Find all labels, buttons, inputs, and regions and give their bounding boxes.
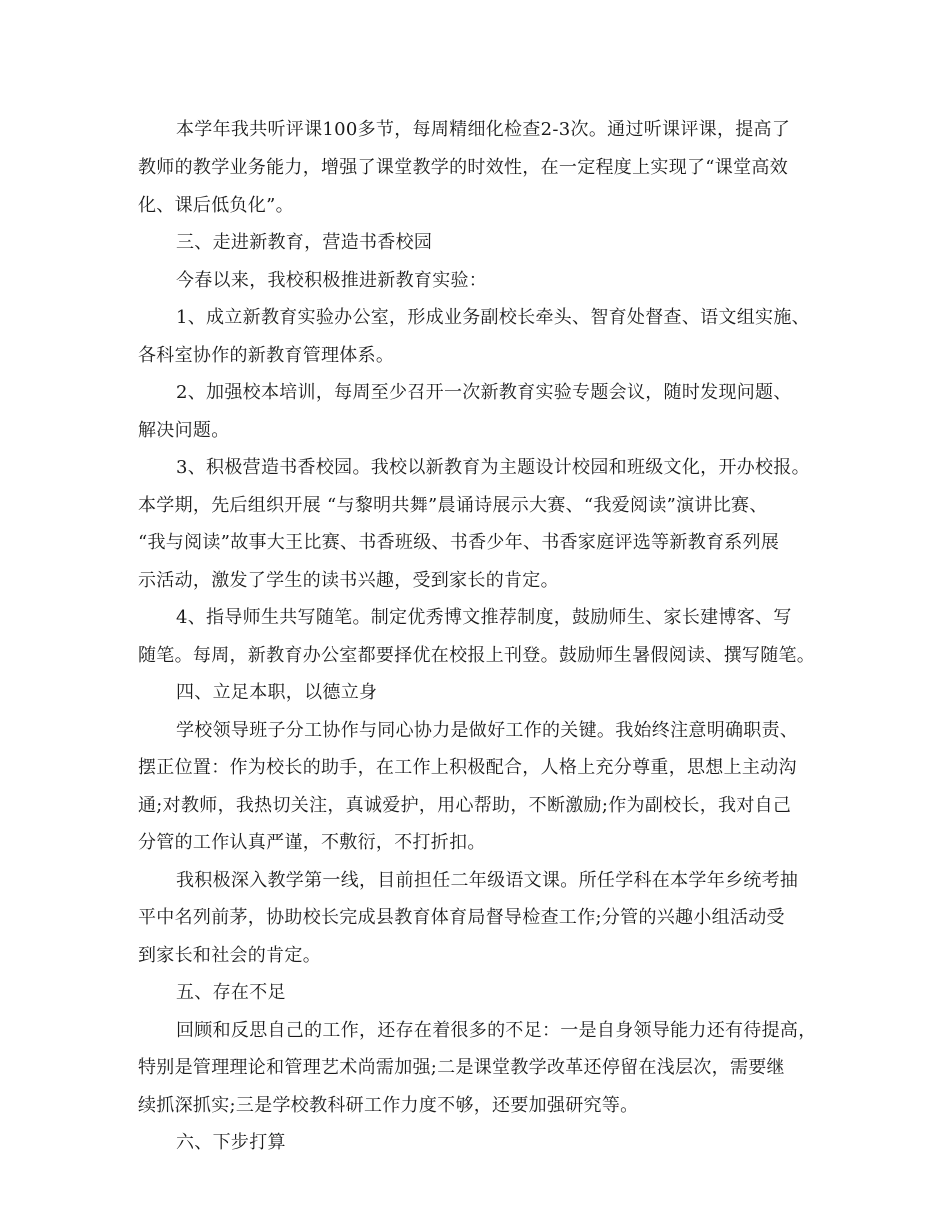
text-line: 特别是管理理论和管理艺术尚需加强;二是课堂教学改革还停留在浅层次，需要继 (138, 1057, 785, 1078)
text-line: 本学期，先后组织开展 “与黎明共舞”晨诵诗展示大赛、“我爱阅读”演讲比赛、 (138, 495, 768, 516)
section-heading: 四、立足本职，以德立身 (176, 682, 378, 703)
text-line: 续抓深抓实;三是学校教科研工作力度不够，还要加强研究等。 (138, 1095, 639, 1116)
text-line: 4、指导师生共写随笔。制定优秀博文推荐制度，鼓励师生、家长建博客、写 (176, 607, 792, 628)
text-line: 我积极深入教学第一线，目前担任二年级语文课。所任学科在本学年乡统考抽 (176, 870, 799, 891)
text-line: 教师的教学业务能力，增强了课堂教学的时效性，在一定程度上实现了“课堂高效 (138, 157, 788, 178)
text-line: 到家长和社会的肯定。 (138, 945, 321, 966)
text-line: 今春以来，我校积极推进新教育实验： (176, 270, 488, 291)
text-line: 通;对教师，我热切关注，真诚爱护，用心帮助，不断激励;作为副校长，我对自己 (138, 795, 792, 816)
text-line: 示活动，激发了学生的读书兴趣，受到家长的肯定。 (138, 570, 559, 591)
text-line: 摆正位置：作为校长的助手，在工作上积极配合，人格上充分尊重，思想上主动沟 (138, 757, 797, 778)
text-line: 学校领导班子分工协作与同心协力是做好工作的关键。我始终注意明确职责、 (176, 720, 799, 741)
text-line: 3、积极营造书香校园。我校以新教育为主题设计校园和班级文化，开办校报。 (176, 457, 810, 478)
text-line: “我与阅读”故事大王比赛、书香班级、书香少年、书香家庭评选等新教育系列展 (138, 532, 780, 553)
section-heading: 六、下步打算 (176, 1132, 286, 1153)
text-line: 1、成立新教育实验办公室，形成业务副校长牵头、智育处督查、语文组实施、 (176, 307, 810, 328)
text-line: 平中名列前茅，协助校长完成县教育体育局督导检查工作;分管的兴趣小组活动受 (138, 907, 785, 928)
text-line: 各科室协作的新教育管理体系。 (138, 345, 395, 366)
text-line: 分管的工作认真严谨，不敷衍，不打折扣。 (138, 832, 486, 853)
section-heading: 三、走进新教育，营造书香校园 (176, 232, 433, 253)
text-line: 2、加强校本培训，每周至少召开一次新教育实验专题会议，随时发现问题、 (176, 382, 792, 403)
text-line: 本学年我共听评课100多节，每周精细化检查2-3次。通过听课评课，提高了 (176, 119, 791, 140)
section-heading: 五、存在不足 (176, 982, 286, 1003)
text-line: 随笔。每周，新教育办公室都要择优在校报上刊登。鼓励师生暑假阅读、撰写随笔。 (138, 645, 816, 666)
text-line: 回顾和反思自己的工作，还存在着很多的不足：一是自身领导能力还有待提高， (176, 1020, 817, 1041)
text-line: 解决问题。 (138, 420, 230, 441)
text-line: 化、课后低负化”。 (138, 195, 294, 216)
